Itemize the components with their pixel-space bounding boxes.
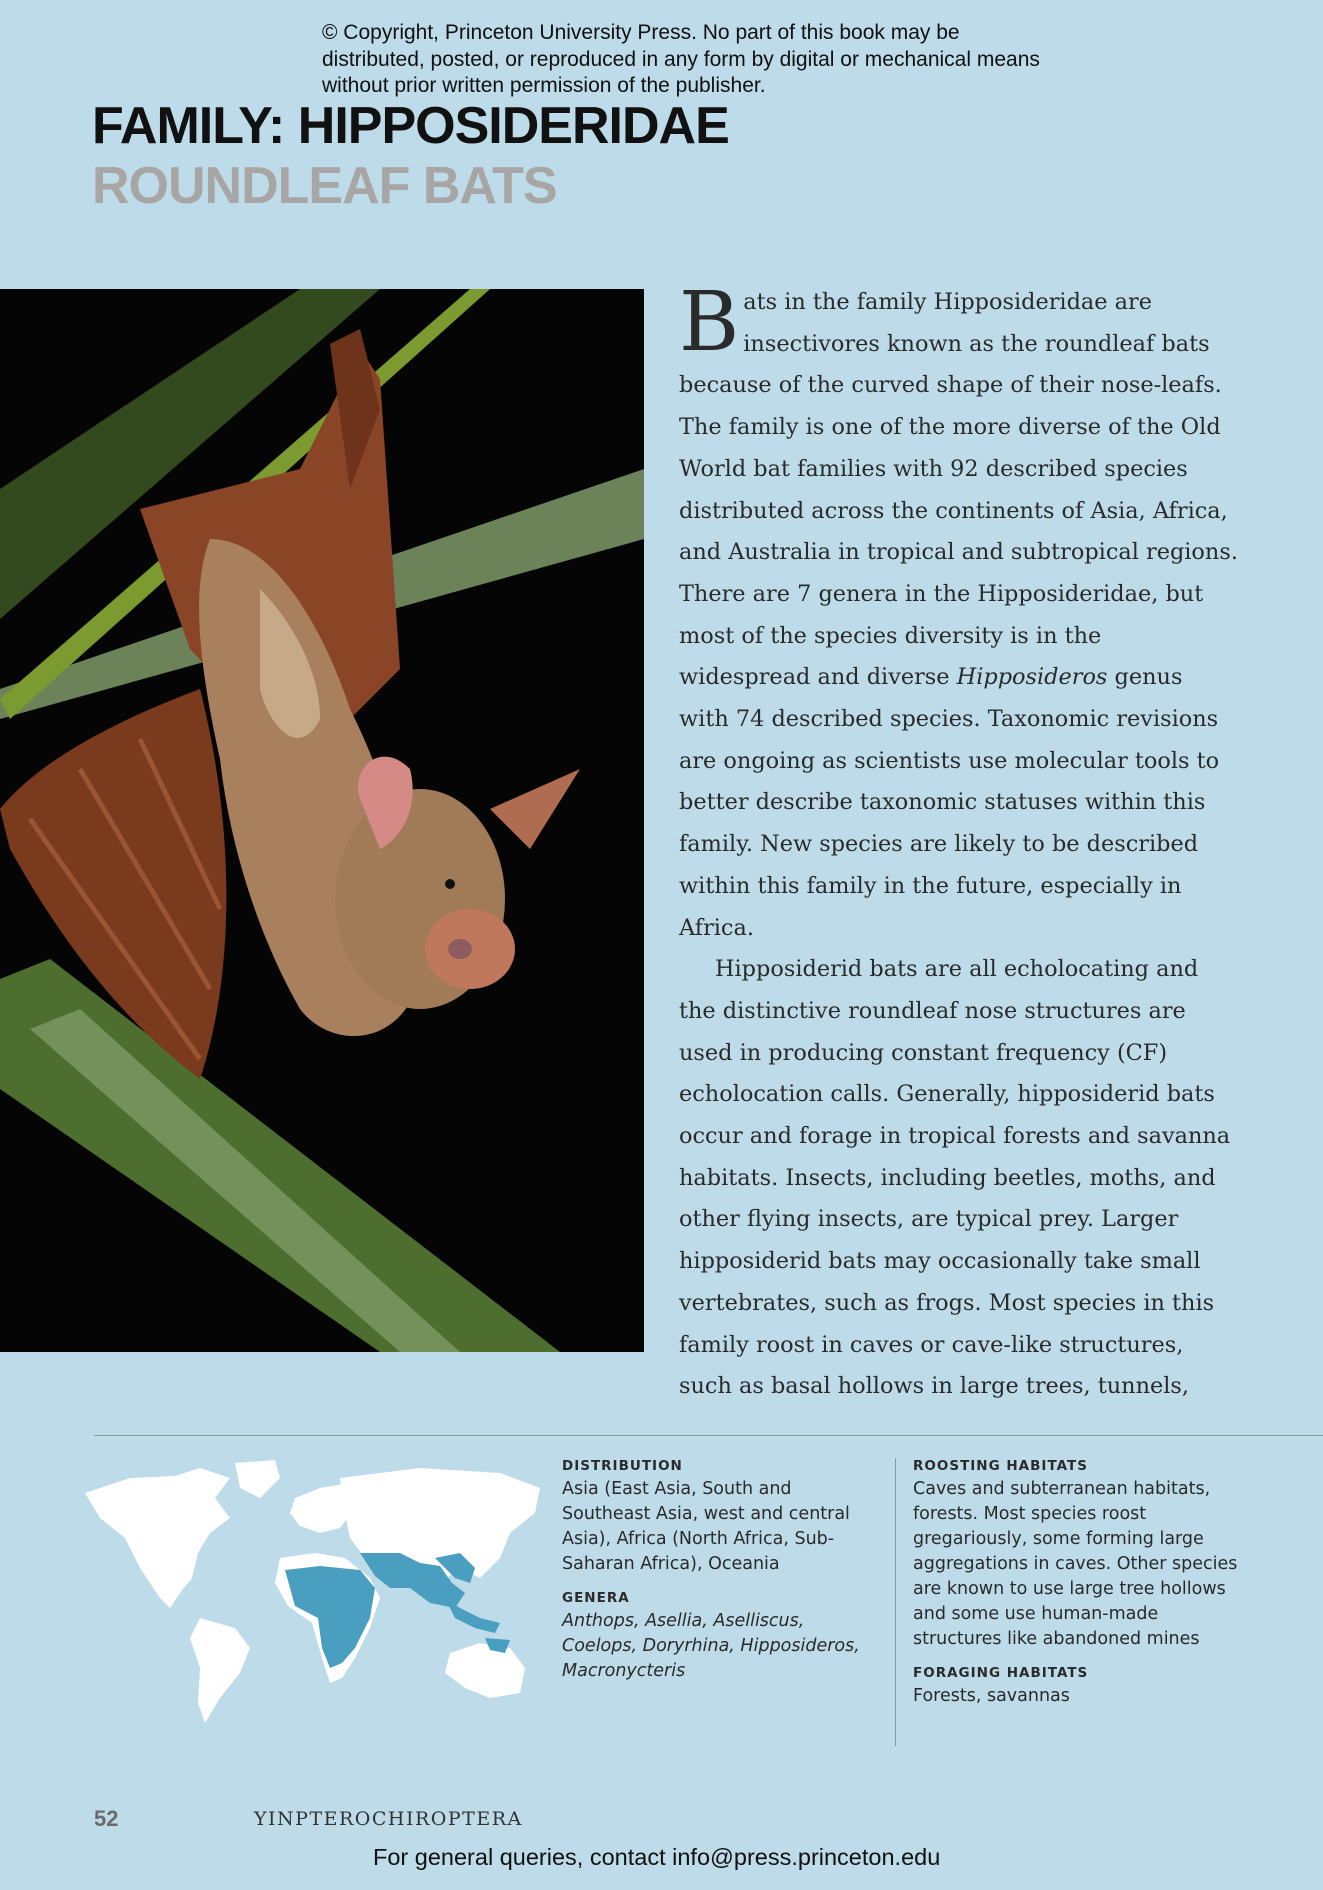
genera-label: GENERA bbox=[562, 1590, 630, 1606]
column-divider bbox=[895, 1458, 896, 1746]
paragraph-1 bbox=[679, 275, 1239, 949]
paragraph-1-end: genus with 74 described species. Taxonomic revisions are ongoing as scientists use molecular tools to better describe taxonomic statuses within this family. New species are likely to be described within this family in the future, especially in Africa. bbox=[679, 664, 1220, 941]
body-text bbox=[679, 275, 1239, 1408]
facts-column-right bbox=[913, 1457, 1243, 1721]
roosting-text: Caves and subterranean habitats, forests. Most species roost gregariously, some forming large aggregations in caves. Other species are known to use large tree hollows and some use human-made structures like abandoned mines bbox=[913, 1479, 1238, 1649]
distribution-map bbox=[80, 1458, 550, 1728]
foraging-label: FORAGING HABITATS bbox=[913, 1665, 1089, 1681]
distribution-label: DISTRIBUTION bbox=[562, 1458, 683, 1474]
paragraph-2: Hipposiderid bats are all echolocating and the distinctive roundleaf nose structures are used in producing constant frequency (CF) echolocation calls. Generally, hipposiderid bats occur and forage in tropical forests and savanna habitats. Insects, including beetles, moths, and other flying insects, are typical prey. Larger hipposiderid bats may occasionally take small vertebrates, such as frogs. Most species in this family roost in caves or cave-like structures, such as basal hollows in large trees, tunnels, bbox=[679, 956, 1231, 1400]
family-title: FAMILY: HIPPOSIDERIDAE bbox=[92, 97, 729, 155]
foraging-text: Forests, savannas bbox=[913, 1686, 1070, 1706]
family-common-name: ROUNDLEAF BATS bbox=[92, 157, 557, 215]
running-head: YINPTEROCHIROPTERA bbox=[254, 1808, 523, 1830]
distribution-text: Asia (East Asia, South and Southeast Asia, west and central Asia), Africa (North Africa, Sub-Saharan Africa), Oceania bbox=[562, 1479, 850, 1574]
horizontal-divider bbox=[94, 1435, 1323, 1436]
page-number: 52 bbox=[94, 1806, 119, 1831]
copyright-notice: © Copyright, Princeton University Press. No part of this book may be distributed, posted, or reproduced in any form by digital or mechanical means without prior written permission of the publisher. bbox=[322, 21, 1040, 97]
facts-column-left bbox=[562, 1457, 882, 1696]
paragraph-1-start: ats in the family Hipposideridae are insectivores known as the roundleaf bats because of the curved shape of their nose-leafs. The family is one of the more diverse of the Old World bat families with 92 described species distributed across the continents of Asia, Africa, and Australia in tropical and subtropical regions. There are 7 genera in the Hipposideridae, but most of the species diversity is in the widespread and diverse bbox=[679, 289, 1238, 691]
genera-text: Anthops, Asellia, Aselliscus, Coelops, Doryrhina, Hipposideros, Macronycteris bbox=[562, 1611, 860, 1681]
bat-photo bbox=[0, 289, 644, 1352]
genus-name: Hipposideros bbox=[956, 664, 1108, 691]
roosting-label: ROOSTING HABITATS bbox=[913, 1458, 1088, 1474]
contact-footer: For general queries, contact info@press.princeton.edu bbox=[373, 1844, 941, 1870]
drop-cap: B bbox=[679, 275, 740, 370]
